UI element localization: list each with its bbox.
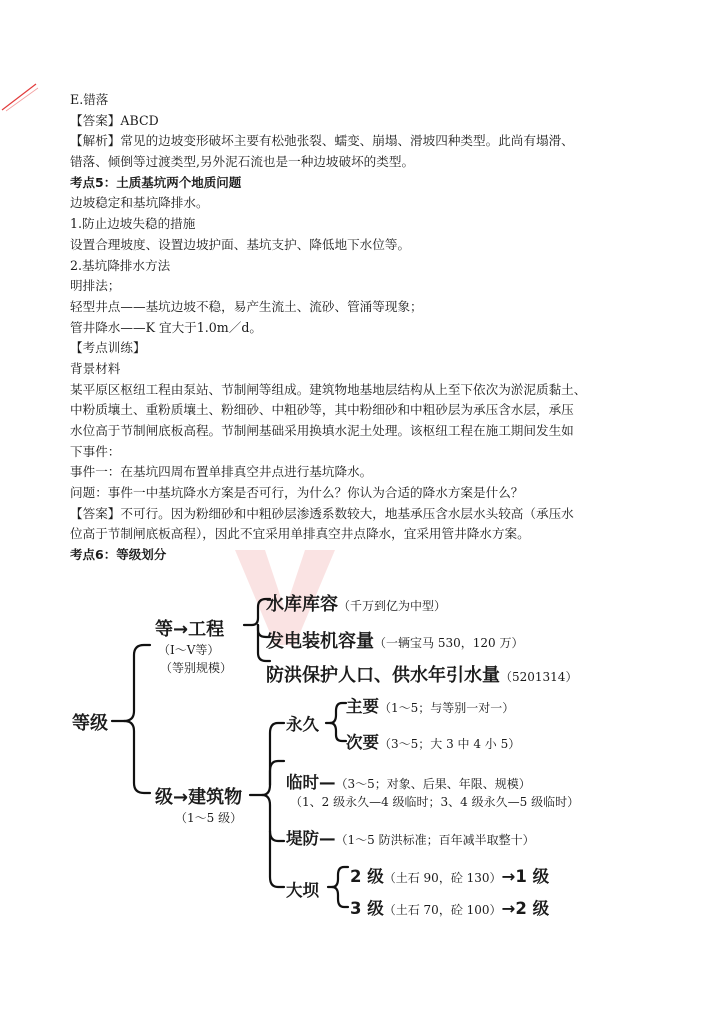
difang-note: （1～5 防洪标准；百年减半取整十） [335,833,535,847]
deng-sub1: （Ⅰ～Ⅴ等） [158,643,220,657]
root-label: 等级 [72,713,108,734]
section-heading: 考点6：等级划分 [70,547,167,563]
difang-label: 堤防— [286,829,336,848]
daba-item-1-grade: 2 级 [350,867,384,886]
section-heading: 考点5：土质基坑两个地质问题 [70,174,242,190]
daba-label: 大坝 [286,881,319,900]
deng-item-1-label: 水库库容 [266,594,338,615]
daba-item-2-note: （土石 70，砼 100） [383,903,502,917]
text-line: 管井降水——K 宜大于1.0m／d。 [70,319,262,335]
text-line: 【答案】不可行。因为粉细砂和中粗砂层渗透系数较大，地基承压含水层水头较高（承压水 [70,505,574,521]
yongjiu-item-1-note: （1～5；与等别一对一） [379,701,515,715]
yongjiu-item-1 [346,693,514,717]
difang [286,825,535,849]
deng-item-2-note: （一辆宝马 530，120 万） [374,636,524,650]
daba-item-1-result: →1 级 [501,867,550,886]
deng-sub2: （等别规模） [160,661,233,675]
text-line: 【解析】常见的边坡变形破坏主要有松弛张裂、蠕变、崩塌、滑坡四种类型。此尚有塌滑、 [70,133,574,149]
text-line: E.错落 [70,92,109,107]
text-line: 轻型井点——基坑边坡不稳，易产生流土、流砂、管涌等现象； [70,298,423,314]
daba-item-1 [350,863,549,887]
deng-item-1 [266,590,446,616]
ji-sub: （1～5 级） [175,811,243,825]
text-line: 错落、倾倒等过渡类型,另外泥石流也是一种边坡破坏的类型。 [70,154,415,170]
text-line: 中粉质壤土、重粉质壤土、粉细砂、中粗砂等，其中粉细砂和中粗砂层为承压含水层，承压 [70,402,574,418]
text-line: 事件一：在基坑四周布置单排真空井点进行基坑降水。 [70,464,373,480]
deng-item-3-note: （5201314） [500,670,578,684]
deng-item-3-label: 防洪保护人口、供水年引水量 [266,665,500,686]
yongjiu-item-1-label: 主要 [346,697,379,716]
text-line: 背景材料 [70,360,121,376]
text-line: 【考点训练】 [70,340,146,356]
daba-item-1-note: （土石 90，砼 130） [383,871,502,885]
yongjiu-item-2-label: 次要 [346,733,379,752]
text-line: 下事件： [70,443,121,459]
linshi-note2: （1、2 级永久—4 级临时；3、4 级永久—5 级临时） [290,795,580,809]
yongjiu-label: 永久 [286,715,319,734]
text-line: 边坡稳定和基坑降排水。 [70,195,209,211]
grade-classification-diagram [0,585,724,925]
deng-item-3 [266,661,577,687]
daba-item-2-result: →2 级 [501,899,550,918]
deng-item-2 [266,627,523,653]
text-line: 2.基坑降排水方法 [70,257,171,273]
deng-item-2-label: 发电装机容量 [266,631,374,652]
text-line: 设置合理坡度、设置边坡护面、基坑支护、降低地下水位等。 [70,236,411,252]
ji-title: 级→建筑物 [155,787,243,808]
text-line: 【答案】ABCD [70,112,159,128]
linshi [286,769,531,793]
linshi-label: 临时— [286,773,336,792]
document-text [70,90,670,566]
yongjiu-item-2-note: （3～5；大 3 中 4 小 5） [379,737,521,751]
text-line: 明排法； [70,278,121,294]
corner-mark [0,82,40,112]
yongjiu-item-2 [346,729,520,753]
daba-item-2-grade: 3 级 [350,899,384,918]
text-line: 问题：事件一中基坑降水方案是否可行，为什么？你认为合适的降水方案是什么？ [70,485,524,501]
daba-item-2 [350,895,549,919]
text-line: 1.防止边坡失稳的措施 [70,216,196,232]
deng-item-1-note: （千万到亿为中型） [338,599,447,613]
deng-title: 等→工程 [155,619,225,640]
text-line: 位高于节制闸底板高程），因此不宜采用单排真空井点降水，宜采用管井降水方案。 [70,526,530,542]
linshi-note: （3～5；对象、后果、年限、规模） [335,777,531,791]
text-line: 某平原区枢纽工程由泵站、节制闸等组成。建筑物地基地层结构从上至下依次为淤泥质黏土、 [70,381,587,397]
text-line: 水位高于节制闸底板高程。节制闸基础采用换填水泥土处理。该枢纽工程在施工期间发生如 [70,423,574,438]
